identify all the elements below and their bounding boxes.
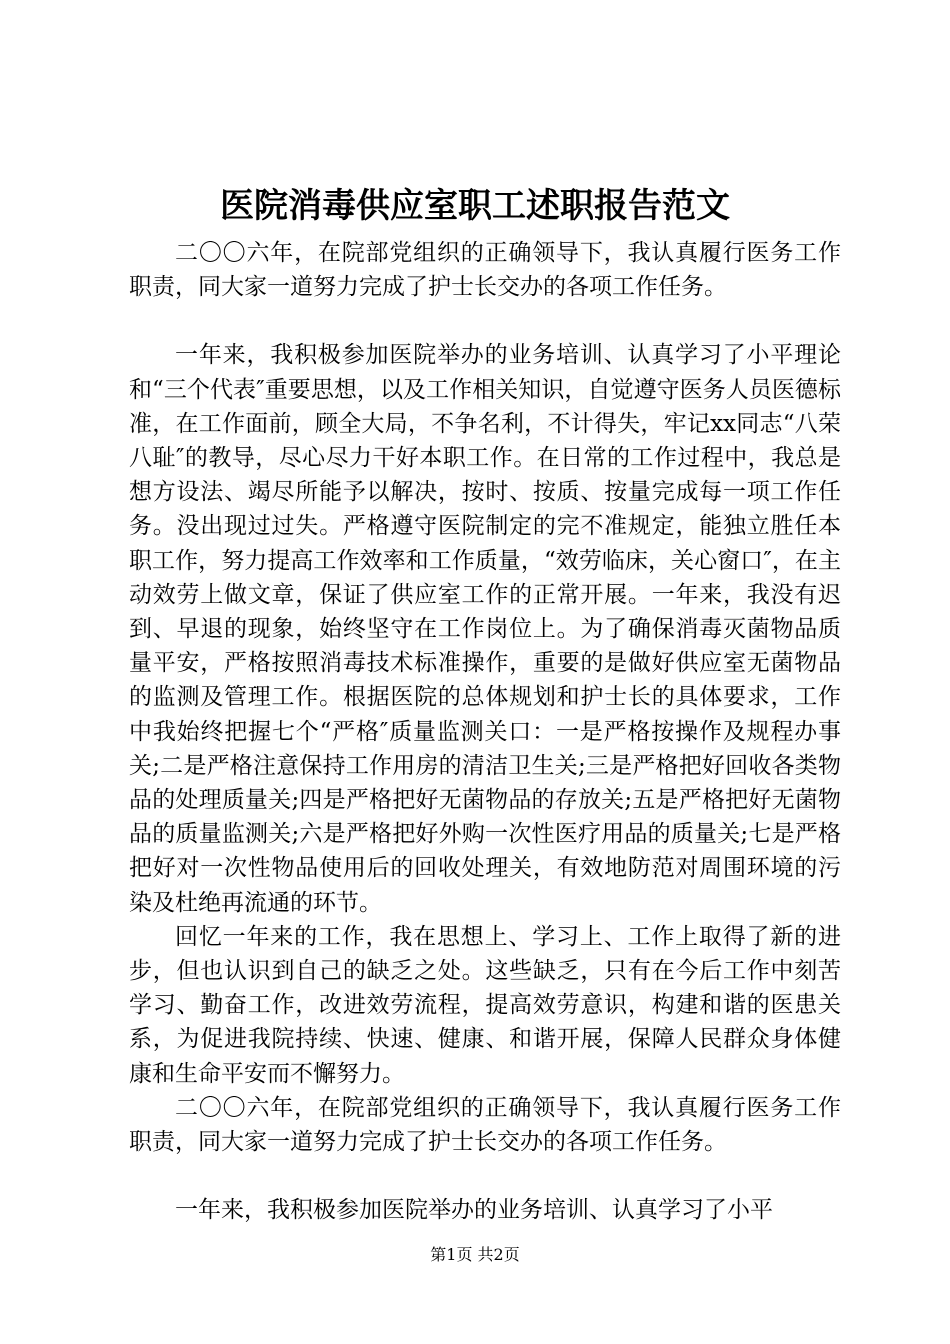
paragraph-4: 二〇〇六年，在院部党组织的正确领导下，我认真履行医务工作职责，同大家一道努力完成了护士长交办的各项工作任务。 — [129, 1094, 841, 1156]
document-body — [129, 236, 841, 1227]
paragraph-5: 一年来，我积极参加医院举办的业务培训、认真学习了小平 — [175, 1197, 773, 1224]
document-title: 医院消毒供应室职工述职报告范文 — [220, 186, 730, 226]
paragraph-1: 二〇〇六年，在院部党组织的正确领导下，我认真履行医务工作职责，同大家一道努力完成了护士长交办的各项工作任务。 — [129, 240, 841, 301]
paragraph-2: 一年来，我积极参加医院举办的业务培训、认真学习了小平理论和“三个代表″重要思想，以及工作相关知识，自觉遵守医务人员医德标准，在工作面前，顾全大局，不争名利，不计得失，牢记xx同志“八荣八耻″的教导，尽心尽力干好本职工作。在日常的工作过程中，我总是想方设法、竭尽所能予以解决，按时、按质、按量完成每一项工作任务。没出现过过失。严格遵守医院制定的完不准规定，能独立胜任本职工作，努力提高工作效率和工作质量，“效劳临床，关心窗口″，在主动效劳上做文章，保证了供应室工作的正常开展。一年来，我没有迟到、早退的现象，始终坚守在工作岗位上。为了确保消毒灭菌物品质量平安，严格按照消毒技术标准操作，重要的是做好供应室无菌物品的监测及管理工作。根据医院的总体规划和护士长的具体要求，工作中我始终把握七个“严格″质量监测关口：一是严格按操作及规程办事关;二是严格注意保持工作用房的清洁卫生关;三是严格把好回收各类物品的处理质量关;四是严格把好无菌物品的存放关;五是严格把好无菌物品的质量监测关;六是严格把好外购一次性医疗用品的质量关;七是严格把好对一次性物品使用后的回收处理关，有效地防范对周围环境的污染及杜绝再流通的环节。 — [129, 342, 841, 916]
page-footer: 第1页 共2页 — [430, 1245, 520, 1264]
paragraph-3: 回忆一年来的工作，我在思想上、学习上、工作上取得了新的进步，但也认识到自己的缺乏之处。这些缺乏，只有在今后工作中刻苦学习、勤奋工作，改进效劳流程，提高效劳意识，构建和谐的医患关系，为促进我院持续、快速、健康、和谐开展，保障人民群众身体健康和生命平安而不懈努力。 — [129, 923, 841, 1087]
